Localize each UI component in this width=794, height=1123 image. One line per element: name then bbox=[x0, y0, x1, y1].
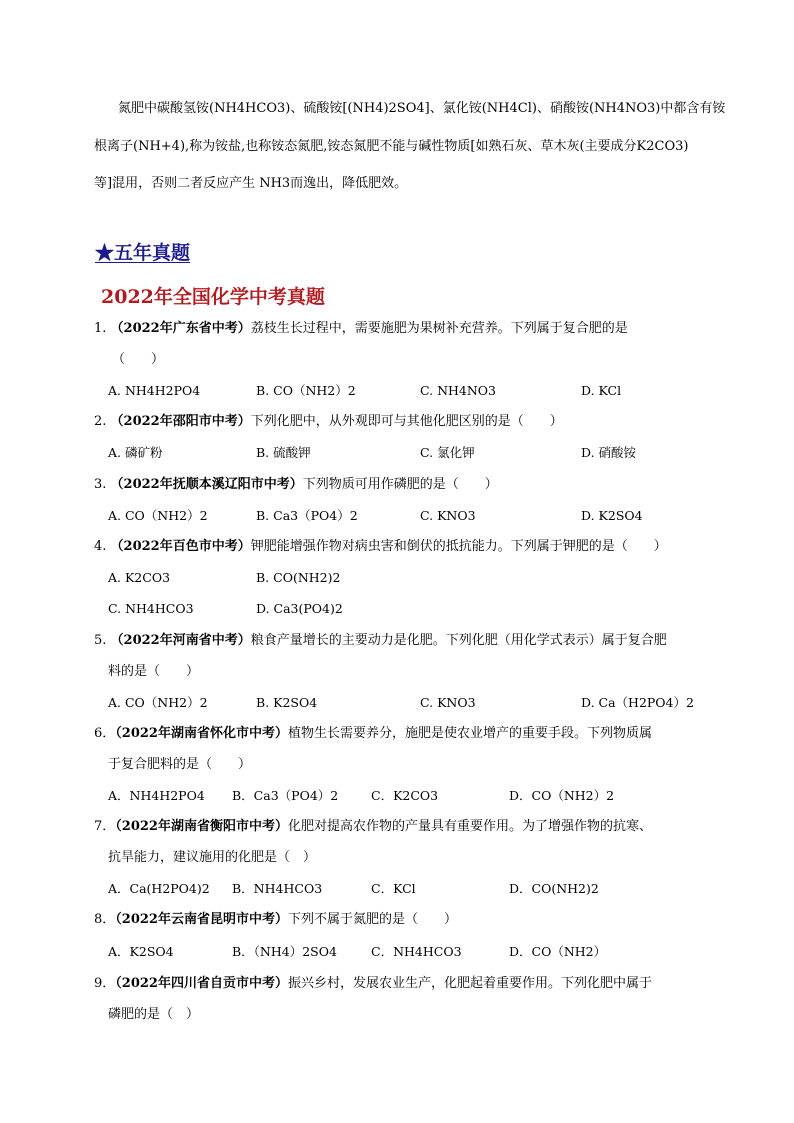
question-5 bbox=[94, 632, 667, 650]
option-c: C．NH4HCO3 bbox=[371, 944, 462, 959]
option-a: A. NH4H2PO4 bbox=[108, 383, 201, 398]
option-b: B．Ca3（PO4）2 bbox=[232, 788, 339, 803]
question-3 bbox=[94, 476, 498, 494]
question-number: 5. bbox=[94, 633, 107, 648]
question-6 bbox=[94, 725, 652, 743]
question-stem-continued: 抗旱能力，建议施用的化肥是（ ） bbox=[108, 850, 317, 865]
question-2 bbox=[94, 413, 563, 431]
option-c: C．K2CO3 bbox=[371, 788, 439, 803]
question-source: （2022年抚顺本溪辽阳市中考） bbox=[110, 477, 303, 492]
option-c: C. 氯化钾 bbox=[420, 445, 475, 460]
question-stem: 振兴乡村，发展农业生产，化肥起着重要作用。下列化肥中属于 bbox=[287, 976, 652, 991]
question-stem: 下列物质可用作磷肥的是（ ） bbox=[302, 477, 498, 492]
question-stem-continued: 于复合肥料的是（ ） bbox=[108, 757, 252, 772]
question-source: （2022年邵阳市中考） bbox=[110, 414, 251, 429]
option-d: D. Ca（H2PO4）2 bbox=[581, 695, 694, 710]
option-b: B. CO(NH2)2 bbox=[256, 570, 341, 585]
question-stem: 粮食产量增长的主要动力是化肥。下列化肥（用化学式表示）属于复合肥 bbox=[250, 633, 667, 648]
question-stem-continued: （ ） bbox=[112, 352, 165, 367]
question-stem: 化肥对提高农作物的产量具有重要作用。为了增强作物的抗寒、 bbox=[287, 819, 652, 834]
question-source: （2022年湖南省衡阳市中考） bbox=[115, 819, 288, 834]
question-source: （2022年广东省中考） bbox=[110, 321, 251, 336]
question-source: （2022年湖南省怀化市中考） bbox=[115, 726, 288, 741]
intro-line-3: 等]混用，否则二者反应产生 NH3而逸出，降低肥效。 bbox=[94, 176, 408, 191]
question-number: 7． bbox=[94, 819, 116, 834]
option-c: C. KNO3 bbox=[420, 508, 476, 523]
option-a: A. K2CO3 bbox=[108, 570, 171, 585]
option-d: D. Ca3(PO4)2 bbox=[256, 601, 343, 616]
option-c: C．KCl bbox=[371, 881, 416, 896]
option-d: D．CO（NH2）2 bbox=[509, 788, 615, 803]
question-number: 8． bbox=[94, 912, 116, 927]
option-b: B. 硫酸钾 bbox=[256, 445, 311, 460]
question-number: 9． bbox=[94, 976, 116, 991]
question-number: 2. bbox=[94, 414, 107, 429]
question-8 bbox=[94, 911, 457, 929]
question-7 bbox=[94, 818, 652, 836]
option-c: C. NH4HCO3 bbox=[108, 601, 194, 616]
option-b: B. K2SO4 bbox=[256, 695, 318, 710]
option-a: A. CO（NH2）2 bbox=[108, 508, 208, 523]
option-b: B．NH4HCO3 bbox=[232, 881, 323, 896]
option-a: A．NH4H2PO4 bbox=[108, 788, 205, 803]
option-d: D．CO(NH2)2 bbox=[509, 881, 599, 896]
option-d: D. KCl bbox=[581, 383, 622, 398]
option-d: D．CO（NH2） bbox=[509, 944, 607, 959]
question-number: 3. bbox=[94, 477, 107, 492]
option-d: D. K2SO4 bbox=[581, 508, 643, 523]
option-c: C. KNO3 bbox=[420, 695, 476, 710]
question-4 bbox=[94, 538, 667, 556]
question-stem-continued: 料的是（ ） bbox=[108, 664, 200, 679]
question-stem: 钾肥能增强作物对病虫害和倒伏的抵抗能力。下列属于钾肥的是（ ） bbox=[250, 539, 667, 554]
question-source: （2022年河南省中考） bbox=[110, 633, 251, 648]
option-a: A．Ca(H2PO4)2 bbox=[108, 881, 210, 896]
question-number: 1. bbox=[94, 321, 107, 336]
option-b: B. Ca3（PO4）2 bbox=[256, 508, 358, 523]
option-b: B．（NH4）2SO4 bbox=[232, 944, 337, 959]
option-a: A. CO（NH2）2 bbox=[108, 695, 208, 710]
question-1 bbox=[94, 320, 628, 338]
question-source: （2022年四川省自贡市中考） bbox=[115, 976, 288, 991]
question-number: 4. bbox=[94, 539, 107, 554]
question-stem: 荔枝生长过程中，需要施肥为果树补充营养。下列属于复合肥的是 bbox=[250, 321, 628, 336]
question-source: （2022年百色市中考） bbox=[110, 539, 251, 554]
question-stem: 植物生长需要养分，施肥是使农业增产的重要手段。下列物质属 bbox=[287, 726, 652, 741]
section-title: ★五年真题 bbox=[95, 242, 191, 264]
intro-line-1: 氮肥中碳酸氢铵(NH4HCO3)、硫酸铵[(NH4)2SO4]、氯化铵(NH4Cl)、硝酸铵(NH4NO3)中都含有铵 bbox=[118, 101, 726, 116]
option-c: C. NH4NO3 bbox=[420, 383, 496, 398]
option-a: A．K2SO4 bbox=[108, 944, 174, 959]
intro-line-2: 根离子(NH+4),称为铵盐,也称铵态氮肥,铵态氮肥不能与碱性物质[如熟石灰、草木灰(主要成分K2CO3) bbox=[94, 139, 689, 154]
option-d: D. 硝酸铵 bbox=[581, 445, 637, 460]
question-9 bbox=[94, 975, 652, 993]
question-stem: 下列化肥中，从外观即可与其他化肥区别的是（ ） bbox=[250, 414, 563, 429]
question-number: 6． bbox=[94, 726, 116, 741]
option-b: B. CO（NH2）2 bbox=[256, 383, 356, 398]
question-stem-continued: 磷肥的是（ ） bbox=[108, 1007, 200, 1022]
question-stem: 下列不属于氮肥的是（ ） bbox=[287, 912, 457, 927]
option-a: A. 磷矿粉 bbox=[108, 445, 163, 460]
exam-subheading: 2022年全国化学中考真题 bbox=[101, 286, 325, 308]
question-source: （2022年云南省昆明市中考） bbox=[115, 912, 288, 927]
